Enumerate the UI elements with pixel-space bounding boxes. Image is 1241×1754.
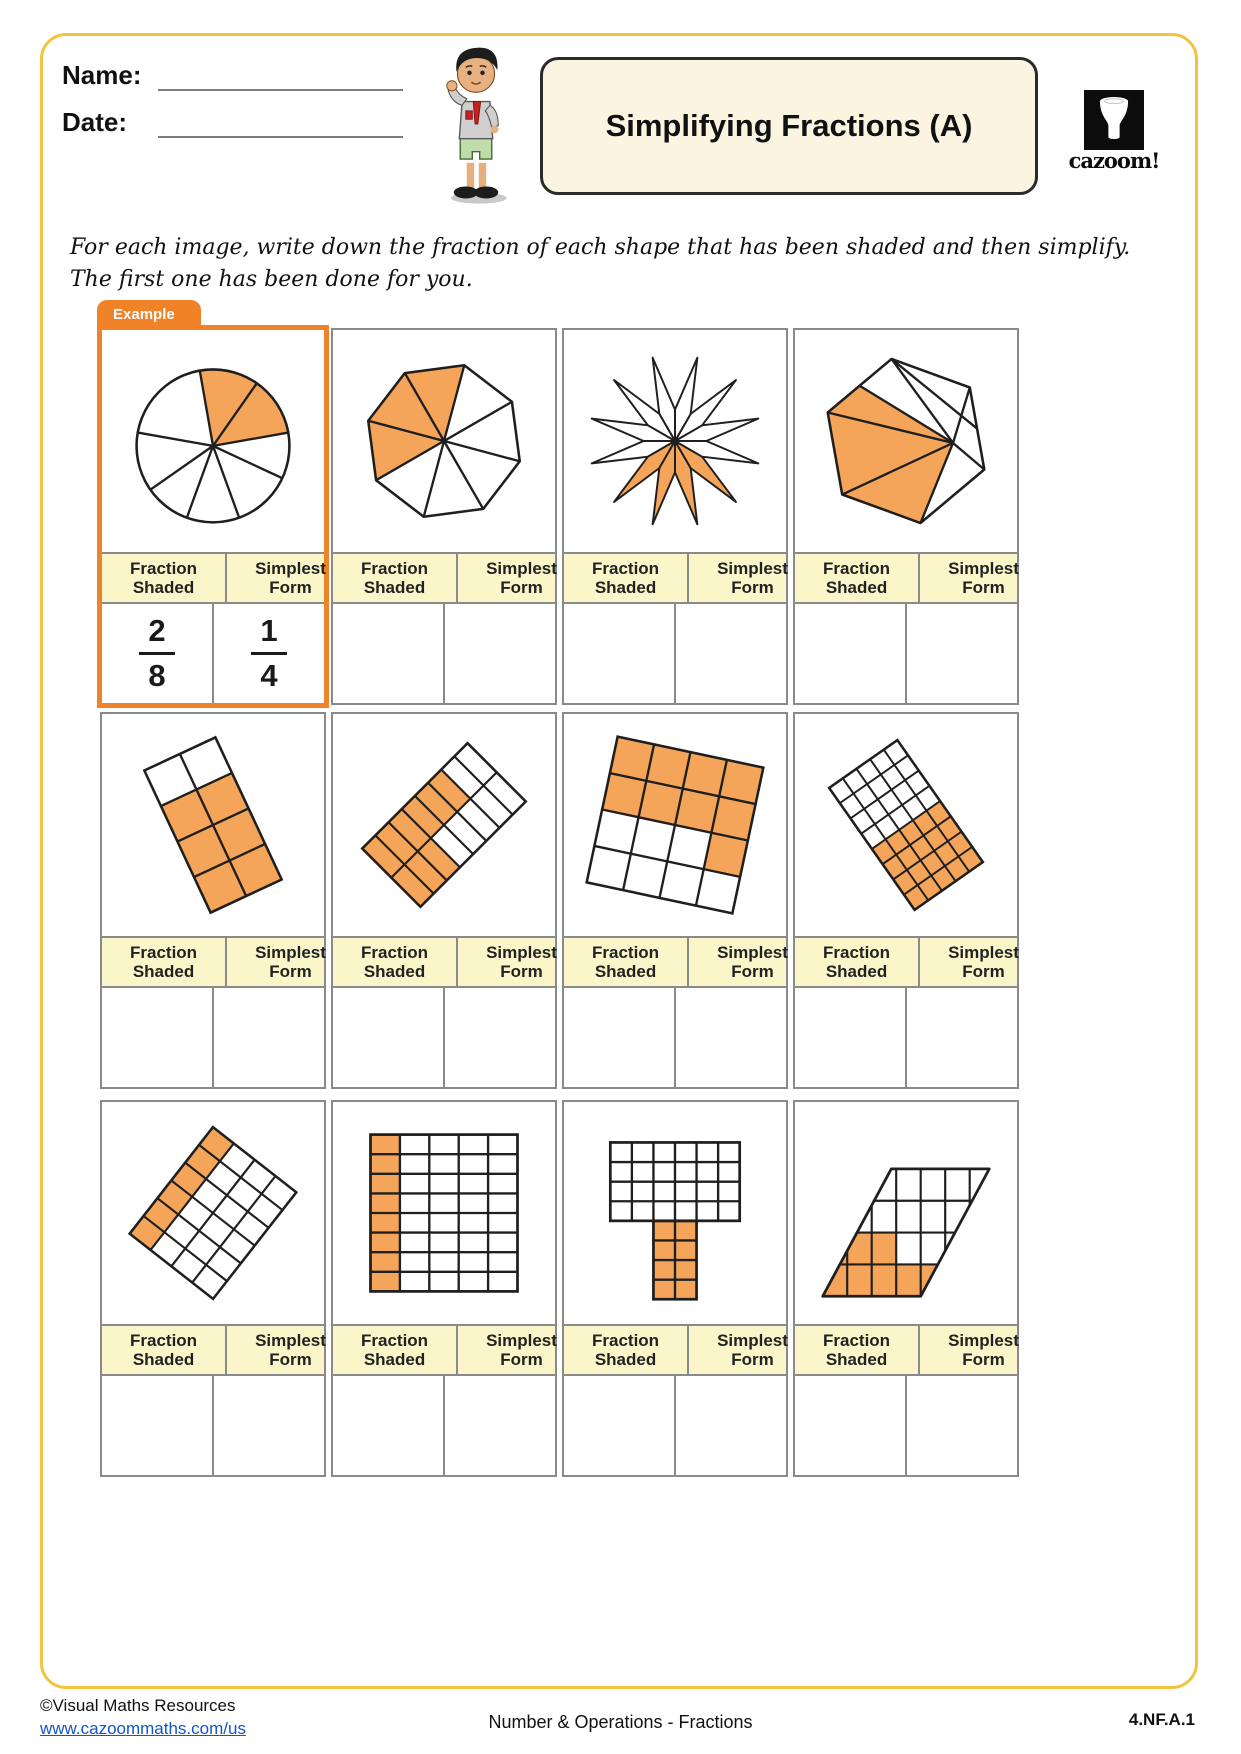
fraction-shaded-header: Fraction Shaded [361,942,429,981]
shape-area-6 [333,714,555,938]
fraction-shaded-answer-cell [564,988,674,1087]
shape-circle-8-sectors [115,343,311,539]
example-tab: Example [97,300,201,328]
fraction-shaded-header: Fraction Shaded [823,1330,891,1369]
simplest-form-answer-cell [443,988,555,1087]
simplest-form-answer-cell [212,1376,324,1475]
exercise-card-11 [562,1100,788,1477]
simplest-form-header: Simplest Form [456,554,585,602]
simplest-form-header: Simplest Form [225,938,354,986]
fraction-shaded-header: Fraction Shaded [592,942,660,981]
simplest-form-answer-cell [905,604,1017,703]
date-field [62,107,403,138]
simplest-form-header: Simplest Form [918,554,1047,602]
shape-area-7 [564,714,786,938]
simplest-form-answer-cell [674,988,786,1087]
shape-area-1 [102,330,324,554]
fraction-shaded-answer-cell [564,1376,674,1475]
djembe-drum-icon [1084,90,1144,150]
exercise-card-3 [562,328,788,705]
simplest-form-header: Simplest Form [225,554,354,602]
simplest-form-answer-cell [674,604,786,703]
shape-rotated-4x4-grid [577,727,773,923]
fraction-shaded-header: Fraction Shaded [130,942,198,981]
worksheet-title-box [540,57,1038,195]
fraction-shaded-answer-cell [564,604,674,703]
fraction-shaded-answer-cell [102,988,212,1087]
fraction-shaded-answer-cell [333,988,443,1087]
instructions-line-1: For each image, write down the fraction of each shape that has been shaded and then simplify. [70,235,1131,260]
shape-octagon-triangles [346,343,542,539]
fraction-shaded-answer-cell [102,604,212,703]
shape-5x8-grid [346,1115,542,1311]
fraction-shaded-header: Fraction Shaded [592,1330,660,1369]
fraction-shaded-answer-cell [333,1376,443,1475]
exercise-card-1-example [97,325,329,708]
date-label: Date: [62,107,128,137]
shape-area-12 [795,1102,1017,1326]
name-field [62,60,403,91]
simplest-form-answer-cell [443,604,555,703]
simplest-form-answer-cell [674,1376,786,1475]
shape-hexagon-triangles [808,343,1004,539]
shape-area-10 [333,1102,555,1326]
boy-illustration-svg [425,38,527,206]
cazoom-url-link[interactable]: www.cazoommaths.com/us [40,1719,246,1738]
fraction-shaded-answer-cell [795,988,905,1087]
simplest-form-header: Simplest Form [687,938,816,986]
standard-code: 4.NF.A.1 [1128,1710,1195,1729]
simplest-form-answer-cell [212,988,324,1087]
example-fraction-shaded: $\frac{2}{8}$ [139,613,174,694]
shape-rotated-4x6-grid [115,1115,311,1311]
exercise-card-10 [331,1100,557,1477]
exercise-card-5 [100,712,326,1089]
fraction-shaded-header: Fraction Shaded [823,558,891,597]
shape-area-2 [333,330,555,554]
fraction-shaded-header: Fraction Shaded [361,1330,429,1369]
fraction-shaded-answer-cell [102,1376,212,1475]
simplest-form-header: Simplest Form [918,938,1047,986]
simplest-form-answer-cell [905,988,1017,1087]
page-title: Simplifying Fractions (A) [605,108,973,143]
cazoom-logo-text: cazoom! [1068,148,1160,173]
shape-rotated-strip-grid [346,727,542,923]
simplest-form-answer-cell [905,1376,1017,1475]
shape-parallelogram-grid [808,1115,1004,1311]
shape-area-8 [795,714,1017,938]
shape-mallet-grid [577,1115,773,1311]
example-simplest-form: $\frac{1}{4}$ [251,613,286,694]
exercise-card-7 [562,712,788,1089]
date-input-line [158,110,403,138]
instructions-line-2: The first one has been done for you. [70,266,473,292]
exercise-card-6 [331,712,557,1089]
simplest-form-answer-cell [212,604,324,703]
exercise-card-12 [793,1100,1019,1477]
fraction-shaded-answer-cell [795,604,905,703]
simplest-form-header: Simplest Form [456,938,585,986]
name-label: Name: [62,60,142,90]
simplest-form-header: Simplest Form [687,554,816,602]
boy-character-illustration [425,38,527,206]
instructions-text [70,232,1140,296]
shape-area-11 [564,1102,786,1326]
shape-area-4 [795,330,1017,554]
student-fields [62,60,403,154]
simplest-form-answer-cell [443,1376,555,1475]
shape-area-3 [564,330,786,554]
exercise-card-2 [331,328,557,705]
fraction-shaded-header: Fraction Shaded [130,558,198,597]
simplest-form-header: Simplest Form [225,1326,354,1374]
shape-twelve-point-star [577,343,773,539]
name-input-line [158,63,403,91]
exercise-card-8 [793,712,1019,1089]
fraction-shaded-header: Fraction Shaded [130,1330,198,1369]
copyright-text: ©Visual Maths Resources [40,1696,236,1715]
fraction-shaded-header: Fraction Shaded [823,942,891,981]
exercise-card-9 [100,1100,326,1477]
fraction-shaded-header: Fraction Shaded [592,558,660,597]
shape-area-5 [102,714,324,938]
shape-rotated-2x4-grid [115,727,311,923]
simplest-form-header: Simplest Form [687,1326,816,1374]
simplest-form-header: Simplest Form [456,1326,585,1374]
simplest-form-header: Simplest Form [918,1326,1047,1374]
shape-area-9 [102,1102,324,1326]
fraction-shaded-header: Fraction Shaded [361,558,429,597]
cazoom-logo [1064,90,1164,173]
fraction-shaded-answer-cell [795,1376,905,1475]
footer-topic-label: Number & Operations - Fractions [488,1712,753,1732]
shape-rotated-5x8-grid [808,727,1004,923]
exercise-card-4 [793,328,1019,705]
fraction-shaded-answer-cell [333,604,443,703]
